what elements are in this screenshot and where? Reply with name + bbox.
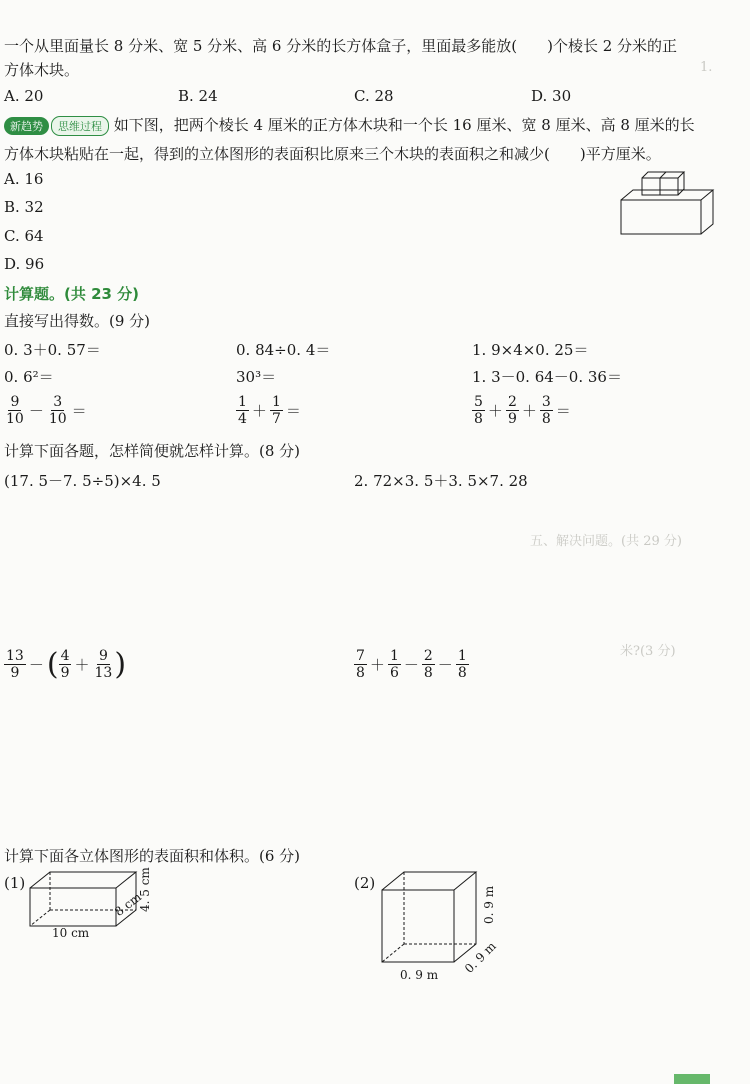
direct-item: 30³＝: [236, 368, 277, 386]
direct-item: 0. 84÷0. 4＝: [236, 341, 331, 359]
footer-bar: [674, 1074, 710, 1084]
cube-figure: [378, 868, 478, 966]
cube-right-edge-label: 0. 9 m: [482, 885, 496, 924]
bleed-text: 1.: [700, 60, 713, 75]
fraction: $\frac{7}{8}$: [356, 648, 365, 681]
option-a: A. 20: [4, 87, 44, 105]
option-d: D. 30: [531, 87, 572, 105]
bleed-text: 米?(3 分): [620, 644, 676, 659]
solid2-label: (2): [354, 874, 376, 892]
section-title: 计算题。(共 23 分): [4, 285, 140, 303]
option-b: B. 24: [178, 87, 218, 105]
simplify-item: (17. 5－7. 5÷5)×4. 5: [4, 472, 161, 490]
fraction: $\frac{3}{8}$: [541, 394, 551, 427]
option-b: B. 32: [4, 198, 44, 216]
solid1-label: (1): [4, 874, 26, 892]
option-c: C. 28: [354, 87, 394, 105]
fraction: $\frac{1}{8}$: [457, 648, 467, 681]
simplify-fraction-b: $\frac{7}{8}$ ＋ $\frac{1}{6}$ － $\frac{2}{8}$ － $\frac{1}{8}$: [356, 648, 467, 681]
direct-title: 直接写出得数。(9 分): [4, 312, 151, 330]
tag-thinking: 思维过程: [51, 116, 109, 136]
simplify-fraction-a: $\frac{13}{9}$ － ( $\frac{4}{9}$ ＋ $\frac{9}{13}$ ): [6, 646, 127, 682]
fraction: $\frac{1}{7}$: [271, 394, 281, 427]
bleed-text: 五、解决问题。(共 29 分): [530, 534, 682, 549]
direct-item: 1. 9×4×0. 25＝: [472, 341, 589, 359]
question-boxes-line1: 一个从里面量长 8 分米、宽 5 分米、高 6 分米的长方体盒子，里面最多能放( )个棱长 2 分米的正: [4, 37, 678, 55]
fraction: $\frac{3}{10}$: [48, 394, 67, 427]
cuboid-height-label: 4. 5 cm: [138, 867, 152, 912]
solid-title: 计算下面各立体图形的表面积和体积。(6 分): [4, 847, 301, 865]
fraction-expr-b: $\frac{1}{4}$ ＋ $\frac{1}{7}$ ＝: [238, 394, 301, 427]
combined-block-figure: [618, 168, 718, 238]
tag-new-trend: 新趋势: [4, 117, 49, 135]
question-cubes-line1: [4, 114, 695, 136]
fraction: $\frac{2}{8}$: [423, 648, 433, 681]
simplify-item: 2. 72×3. 5＋3. 5×7. 28: [354, 472, 528, 490]
cuboid-width-label: 8 cm: [112, 889, 144, 920]
option-d: D. 96: [4, 255, 45, 273]
fraction-expr-c: $\frac{5}{8}$ ＋ $\frac{2}{9}$ ＋ $\frac{3}{8}$ ＝: [474, 394, 571, 427]
direct-item: 0. 6²＝: [4, 368, 54, 386]
fraction-expr-a: $\frac{9}{10}$ － $\frac{3}{10}$ ＝: [6, 394, 87, 427]
cube-bottom-edge-label: 0. 9 m: [400, 968, 439, 982]
fraction: $\frac{9}{13}$: [94, 648, 113, 681]
question-boxes-line2: 方体木块。: [4, 61, 80, 79]
simplify-title: 计算下面各题，怎样简便就怎样计算。(8 分): [4, 442, 301, 460]
fraction: $\frac{1}{6}$: [389, 648, 399, 681]
question-cubes-text1: 如下图，把两个棱长 4 厘米的正方体木块和一个长 16 厘米、宽 8 厘米、高 8 厘米的长: [113, 116, 695, 134]
question-cubes-line2: 方体木块粘贴在一起，得到的立体图形的表面积比原来三个木块的表面积之和减少( )平方厘米。: [4, 145, 661, 163]
direct-item: 0. 3＋0. 57＝: [4, 341, 101, 359]
fraction: $\frac{1}{4}$: [238, 394, 247, 427]
cube-side-edge-label: 0. 9 m: [462, 939, 499, 976]
option-a: A. 16: [4, 170, 44, 188]
option-c: C. 64: [4, 227, 44, 245]
direct-item: 1. 3－0. 64－0. 36＝: [472, 368, 622, 386]
fraction: $\frac{2}{9}$: [507, 394, 517, 427]
fraction: $\frac{9}{10}$: [6, 394, 24, 427]
cuboid-length-label: 10 cm: [52, 926, 90, 940]
fraction: $\frac{4}{9}$: [60, 648, 70, 681]
fraction: $\frac{13}{9}$: [6, 648, 24, 681]
fraction: $\frac{5}{8}$: [474, 394, 483, 427]
